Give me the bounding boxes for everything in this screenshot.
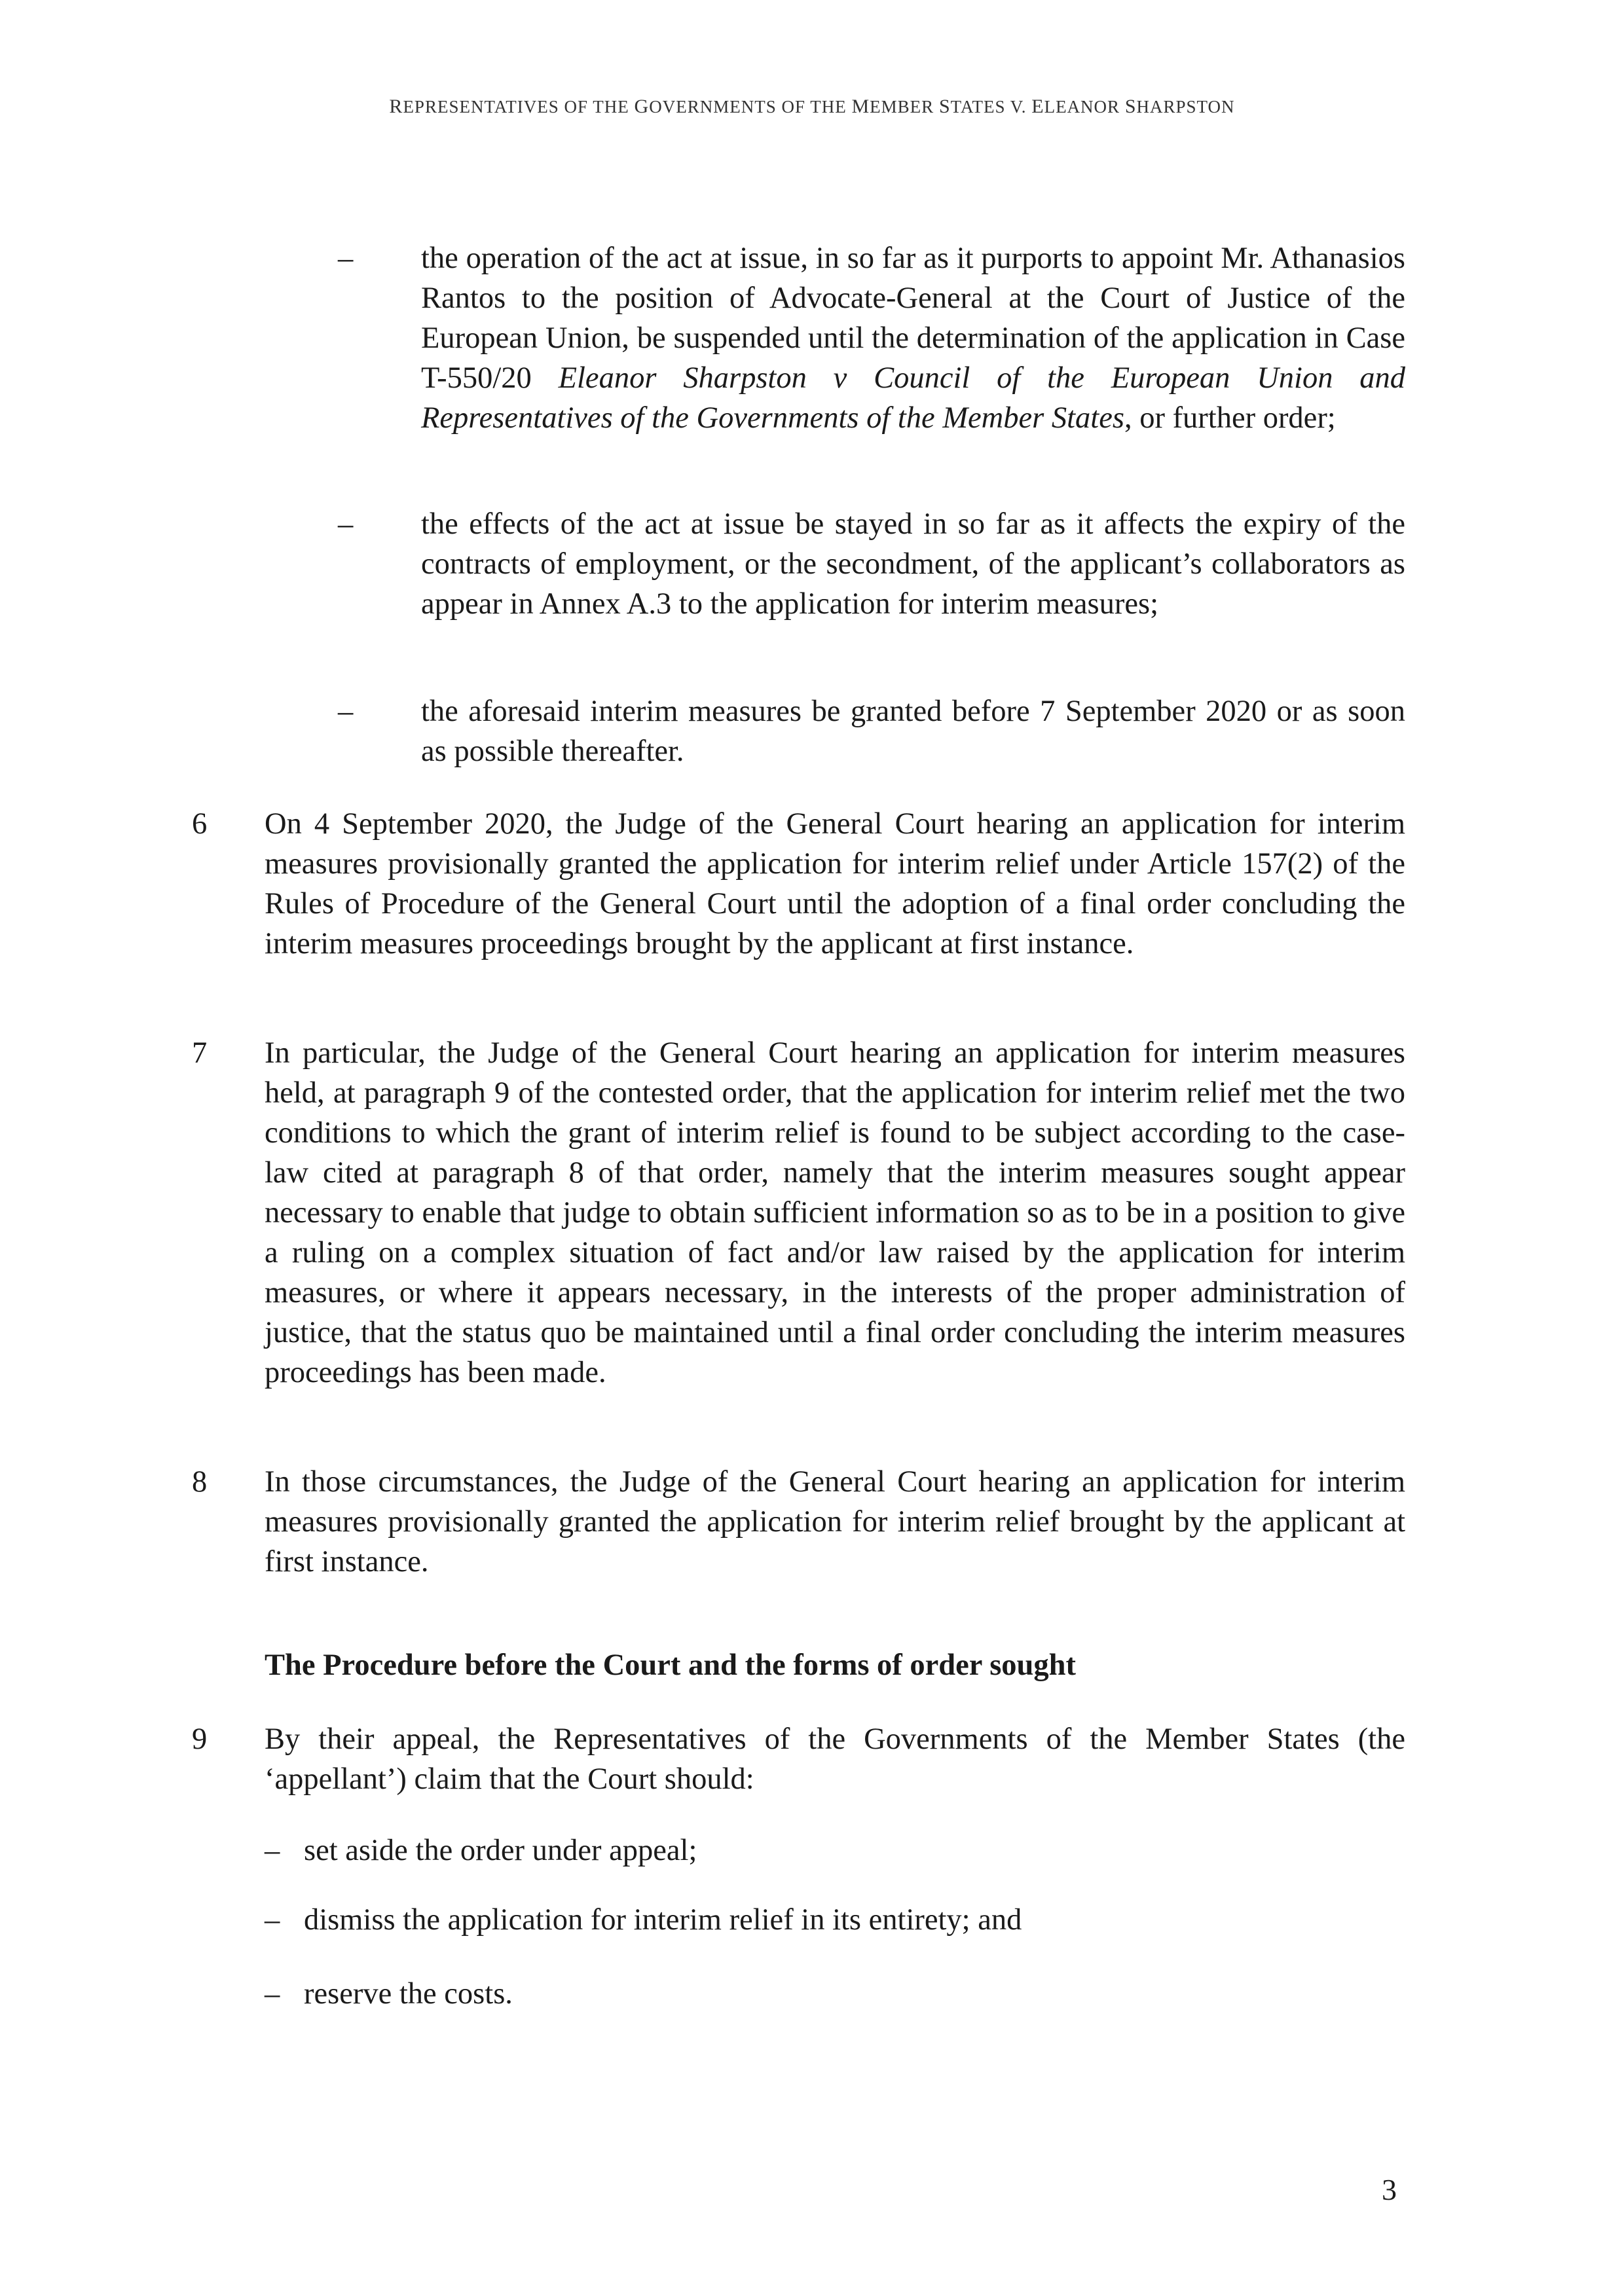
dash-marker: – [265, 1834, 280, 1867]
dash-item-text: the effects of the act at issue be stayed in so far as it affects the expiry of the contracts of employment, or the secondment, of the applicant’s collaborators as appear in Annex A.3 to the application for interim measures; [421, 507, 1405, 621]
paragraph-6 [192, 804, 1405, 964]
running-head: REPRESENTATIVES OF THE GOVERNMENTS OF THE MEMBER STATES V. ELEANOR SHARPSTON [389, 96, 1235, 117]
bullet-set-aside [265, 1831, 1405, 1870]
paragraph-number: 6 [192, 807, 208, 841]
paragraph-text: In particular, the Judge of the General Court hearing an application for interim measures held, at paragraph 9 of the contested order, that the application for interim relief met the two conditions to which the grant of interim relief is found to be subject according to the case-law cited at paragraph 8 of that order, namely that the interim measures sought appear necessary to enable that judge to obtain sufficient information so as to be in a position to give a ruling on a complex situation of fact and/or law raised by the application for interim measures, or where it appears necessary, in the interests of the proper administration of justice, that the status quo be maintained until a final order concluding the interim measures proceedings has been made. [265, 1036, 1405, 1389]
dash-marker: – [338, 242, 354, 275]
dash-item-text: the operation of the act at issue, in so far as it purports to appoint Mr. Athanasios Rantos to the position of Advocate-General at the Court of Justice of the European Union, be suspended until the determination of the application in Case T-550/20 Eleanor Sharpston v Council of the European Union and Representatives of the Governments of the Member States, or further order; [421, 242, 1405, 435]
bullet-text: set aside the order under appeal; [304, 1834, 697, 1867]
paragraph-text: In those circumstances, the Judge of the General Court hearing an application for interim measures provisionally granted the application for interim relief brought by the applicant at first instance. [265, 1465, 1405, 1578]
dash-marker: – [265, 1977, 280, 2011]
dash-marker: – [338, 507, 354, 541]
paragraph-number: 9 [192, 1722, 208, 1756]
paragraph-text: On 4 September 2020, the Judge of the General Court hearing an application for interim measures provisionally granted the application for interim relief under Article 157(2) of the Rules of Procedure of the General Court until the adoption of a final order concluding the interim measures proceedings brought by the applicant at first instance. [265, 807, 1405, 960]
dash-item-text: the aforesaid interim measures be granted before 7 September 2020 or as soon as possible thereafter. [421, 695, 1405, 768]
dash-item-stay-effects [338, 504, 1405, 624]
paragraph-number: 7 [192, 1036, 208, 1070]
bullet-text: reserve the costs. [304, 1977, 513, 2011]
bullet-dismiss [265, 1900, 1405, 1940]
paragraph-number: 8 [192, 1465, 208, 1499]
paragraph-7 [192, 1033, 1405, 1393]
page-number: 3 [1382, 2173, 1397, 2206]
dash-marker: – [338, 695, 354, 728]
section-heading: The Procedure before the Court and the forms of order sought [265, 1649, 1077, 1682]
paragraph-text: By their appeal, the Representatives of the Governments of the Member States (the ‘appellant’) claim that the Court should: [265, 1722, 1405, 1796]
dash-item-grant-date [338, 691, 1405, 771]
bullet-costs [265, 1974, 1405, 2014]
bullet-text: dismiss the application for interim relief in its entirety; and [304, 1903, 1022, 1937]
dash-item-suspend-appointment [338, 238, 1405, 438]
case-title: Eleanor Sharpston v Council of the European Union and Representatives of the Governments of the Member States [421, 361, 1405, 435]
dash-marker: – [265, 1903, 280, 1937]
paragraph-9 [192, 1719, 1405, 1799]
paragraph-8 [192, 1462, 1405, 1582]
